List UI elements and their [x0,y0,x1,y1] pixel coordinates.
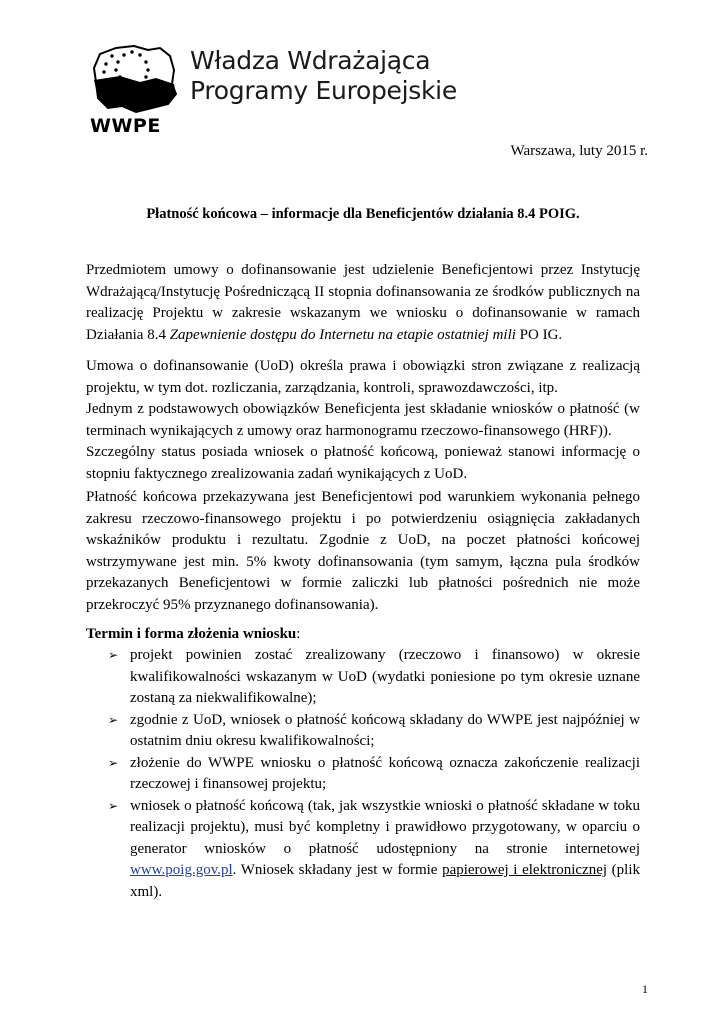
format-emphasis: papierowej i elektronicznej [442,862,608,878]
poig-website-link[interactable]: www.poig.gov.pl [130,862,233,878]
wwpe-logo [86,42,466,137]
document-date: Warszawa, luty 2015 r. [510,143,648,159]
section-heading [86,626,300,643]
list-item-text-end: (plik xml). [130,862,640,900]
arrow-bullet-icon: ➢ [108,712,119,727]
logo-abbreviation: WWPE [90,115,161,137]
arrow-bullet-icon: ➢ [108,755,119,770]
list-item-text: wniosek o płatność końcową (tak, jak wszystkie wnioski o płatność składane w toku realizacji projektu), musi być kompletny i prawidłowo przygotowany, w oparciu o generator wniosków o płatność udostępniony na stronie internetowej [130,797,640,857]
document-title: Płatność końcowa – informacje dla Beneficjentów działania 8.4 POIG. [146,206,580,222]
paragraph-2b: Jednym z podstawowych obowiązków Beneficjenta jest składanie wniosków o płatność (w terminach wynikających z umowy oraz harmonogramu rzeczowo-finansowego (HRF)). [86,401,640,439]
paragraph-2 [86,356,640,485]
paragraph-1-text: Przedmiotem umowy o dofinansowanie jest udzielenie Beneficjentowi przez Instytucję Wdrażającą/Instytucję Pośredniczącą II stopnia dofinansowania ze środków publicznych na realizację Projektu w zakresie wskazanym we wniosku o dofinansowanie w ramach Działania 8.4 [86,262,640,343]
list-item [86,645,640,710]
list-item-text: złożenie do WWPE wniosku o płatność końcową oznacza zakończenie realizacji rzeczowej i finansowej projektu; [130,754,640,792]
page-number: 1 [642,982,648,996]
list-item-text: zgodnie z UoD, wniosek o płatność końcową składany do WWPE jest najpóźniej w ostatnim dniu okresu kwalifikowalności; [130,711,640,749]
paragraph-2a: Umowa o dofinansowanie (UoD) określa prawa i obowiązki stron związane z realizacją projektu, w tym dot. rozliczania, zarządzania, kontroli, sprawozdawczości, itp. [86,358,640,396]
list-item-text-cont: . Wniosek składany jest w formie [232,862,443,878]
paragraph-1-italic: Zapewnienie dostępu do Internetu na etapie ostatniej mili [169,326,516,343]
section-heading-colon: : [296,626,301,642]
logo-wordmark [190,46,457,106]
section-heading-text: Termin i forma złożenia wniosku [86,626,297,642]
list-item [86,753,640,796]
logo-line-1: Władza Wdrażająca [190,46,431,75]
paragraph-3: Płatność końcowa przekazywana jest Beneficjentowi pod warunkiem wykonania pełnego zakresu rzeczowo-finansowego projektu i po potwierdzeniu osiągnięcia zakładanych wskaźników produktu i rezultatu. Zgodnie z UoD, na poczet płatności końcowej wstrzymywane jest min. 5% kwoty dofinansowania (tym samym, łączna pula środków przekazanych Beneficjentowi w formie zaliczki lub płatności pośrednich nie może przekroczyć 95% przyznanego dofinansowania). [86,489,640,613]
list-item-text: projekt powinien zostać zrealizowany (rzeczowo i finansowo) w okresie kwalifikowalności wskazanym w UoD (wydatki poniesione po tym okresie uznane zostaną za niekwalifikowalne); [130,647,640,706]
arrow-bullet-icon: ➢ [108,798,119,813]
requirements-list [86,645,640,903]
paragraph-1 [86,260,640,346]
paragraph-2c: Szczególny status posiada wniosek o płatność końcową, ponieważ stanowi informację o stopniu faktycznego zrealizowania zadań wynikających z UoD. [86,444,640,482]
list-item [86,710,640,753]
logo-line-2: Programy Europejskie [190,76,457,105]
paragraph-1-end: PO IG. [515,326,563,343]
arrow-bullet-icon: ➢ [108,648,119,662]
poland-map-logo-icon [90,42,182,116]
list-item [86,796,640,904]
